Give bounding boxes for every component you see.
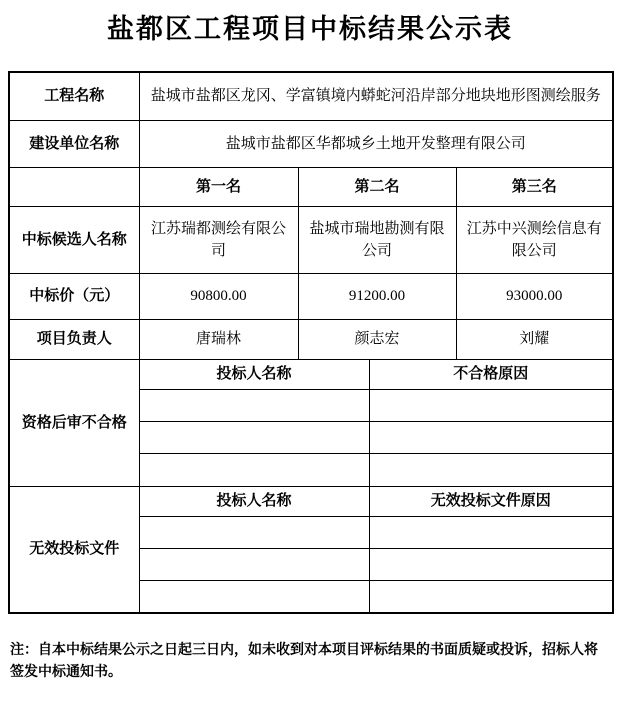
row-candidates — [9, 206, 613, 273]
rank-third-header: 第三名 — [456, 167, 613, 206]
unqualified-bidder-cell — [139, 421, 369, 453]
row-owner-name — [9, 120, 613, 167]
unqualified-section-label: 资格后审不合格 — [9, 359, 139, 486]
price-first: 90800.00 — [139, 273, 298, 319]
row-invalid-header — [9, 486, 613, 516]
unqualified-bidder-header: 投标人名称 — [139, 359, 369, 389]
invalid-reason-cell — [369, 580, 613, 613]
invalid-reason-cell — [369, 516, 613, 548]
price-second: 91200.00 — [298, 273, 456, 319]
footer-note: 注：自本中标结果公示之日起三日内，如未收到对本项目评标结果的书面质疑或投诉，招标人将签发中标通知书。 — [10, 641, 598, 679]
invalid-bidder-cell — [139, 580, 369, 613]
invalid-bidder-cell — [139, 516, 369, 548]
project-name-label: 工程名称 — [9, 72, 139, 120]
row-rank-headers — [9, 167, 613, 206]
price-label: 中标价（元） — [9, 273, 139, 319]
invalid-bidder-cell — [139, 548, 369, 580]
manager-label: 项目负责人 — [9, 319, 139, 359]
manager-first: 唐瑞林 — [139, 319, 298, 359]
candidate-first: 江苏瑞都测绘有限公司 — [139, 206, 298, 273]
unqualified-reason-cell — [369, 453, 613, 486]
rank-second-header: 第二名 — [298, 167, 456, 206]
bid-result-table — [8, 71, 614, 614]
owner-name-value: 盐城市盐都区华都城乡土地开发整理有限公司 — [139, 120, 613, 167]
price-third: 93000.00 — [456, 273, 613, 319]
owner-name-label: 建设单位名称 — [9, 120, 139, 167]
document-page — [0, 14, 620, 682]
invalid-bidder-header: 投标人名称 — [139, 486, 369, 516]
rank-first-header: 第一名 — [139, 167, 298, 206]
invalid-reason-header: 无效投标文件原因 — [369, 486, 613, 516]
project-name-value: 盐城市盐都区龙冈、学富镇境内蟒蛇河沿岸部分地块地形图测绘服务 — [139, 72, 613, 120]
page-title: 盐都区工程项目中标结果公示表 — [107, 14, 513, 44]
row-unqualified-header — [9, 359, 613, 389]
unqualified-bidder-cell — [139, 453, 369, 486]
manager-third: 刘耀 — [456, 319, 613, 359]
unqualified-reason-cell — [369, 421, 613, 453]
candidates-label: 中标候选人名称 — [9, 206, 139, 273]
unqualified-reason-header: 不合格原因 — [369, 359, 613, 389]
row-project-manager — [9, 319, 613, 359]
invalid-section-label: 无效投标文件 — [9, 486, 139, 613]
manager-second: 颜志宏 — [298, 319, 456, 359]
unqualified-bidder-cell — [139, 389, 369, 421]
candidate-third: 江苏中兴测绘信息有限公司 — [456, 206, 613, 273]
row-bid-price — [9, 273, 613, 319]
candidate-second: 盐城市瑞地勘测有限公司 — [298, 206, 456, 273]
invalid-reason-cell — [369, 548, 613, 580]
row-project-name — [9, 72, 613, 120]
unqualified-reason-cell — [369, 389, 613, 421]
rank-corner-cell — [9, 167, 139, 206]
